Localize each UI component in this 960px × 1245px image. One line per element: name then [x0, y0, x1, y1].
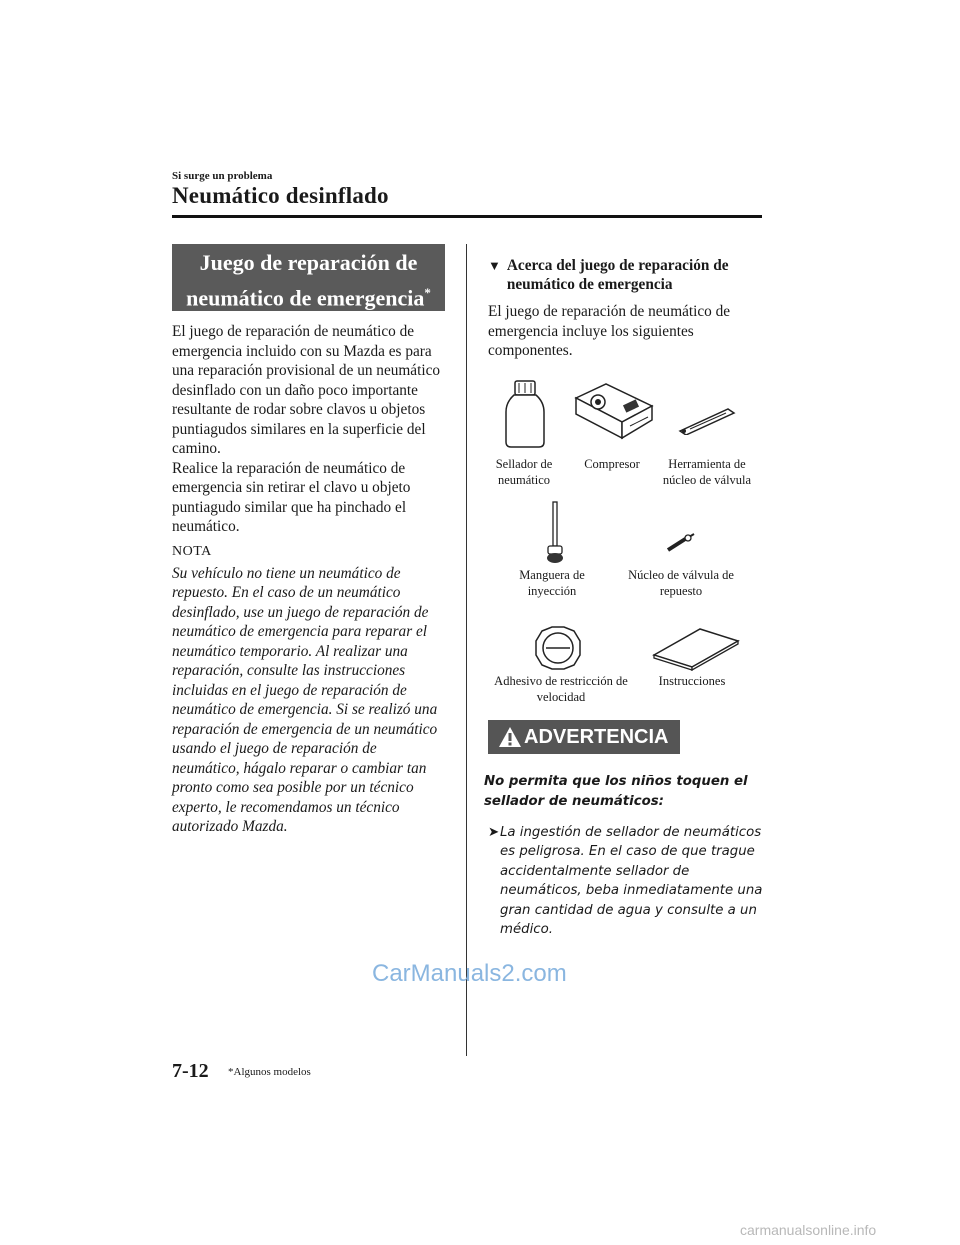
label-compressor: Compresor: [584, 457, 640, 471]
warning-bullet-text: La ingestión de sellador de neumáticos es peligrosa. En el caso de que trague accidentalmente sellador de neumáticos, beba inmediatamente una gran cantidad de agua y consulte a un médico.: [500, 825, 763, 938]
injection-hose-image: [540, 500, 570, 566]
label-instructions: Instrucciones: [658, 674, 726, 688]
column-divider: [466, 244, 467, 1056]
watermark: CarManuals2.com: [372, 960, 567, 987]
warning-triangle-icon: [498, 726, 522, 748]
note-label: NOTA: [172, 544, 212, 559]
warning-title: ADVERTENCIA: [524, 726, 669, 748]
asterisk-mark: *: [424, 285, 431, 300]
kit-intro: El juego de reparación de neumático de emergencia incluye los siguientes componentes.: [488, 303, 731, 359]
valve-tool-image: [676, 405, 742, 435]
page-number: 7-12: [172, 1060, 209, 1082]
arrow-bullet-icon: ➤: [488, 825, 500, 840]
sub-heading: [488, 256, 764, 294]
note-text: Su vehículo no tiene un neumático de repuesto. En el caso de un neumático desinflado, use un juego de reparación de neumático de emergencia para reparar el neumático temporario. Al realizar una reparación, consulte las instrucciones incluidas en el juego de reparación de neumático de emergencia. Si se realizó una reparación de emergencia de un neumático usando el juego de reparación de neumático, hágalo reparar o cambiar tan pronto como sea posible por un técnico experto, le recomendamos un técnico autorizado Mazda.: [172, 564, 438, 835]
warning-banner: [488, 720, 680, 754]
label-valve-core: Núcleo de válvula de repuesto: [628, 568, 734, 598]
title-rule: [172, 215, 762, 218]
warning-bullet: [488, 823, 768, 939]
intro-paragraphs: [172, 322, 445, 537]
site-mark: carmanualsonline.info: [740, 1222, 877, 1238]
note-block: [172, 542, 445, 837]
warning-bold-text: No permita que los niños toquen el sellador de neumáticos:: [484, 774, 748, 809]
valve-core-image: [664, 530, 698, 554]
footnote: *Algunos modelos: [228, 1066, 311, 1078]
compressor-image: [572, 380, 656, 444]
sub-heading-text: Acerca del juego de reparación de neumático de emergencia: [506, 257, 729, 293]
section-heading-line2: neumático de emergencia: [186, 285, 425, 311]
instructions-booklet-image: [650, 625, 742, 671]
label-hose: Manguera de inyección: [519, 568, 585, 598]
section-label: Si surge un problema: [172, 170, 273, 182]
label-sticker: Adhesivo de restricción de velocidad: [494, 674, 628, 704]
speed-sticker-image: [532, 625, 584, 671]
section-heading-line1: Juego de reparación de: [199, 250, 418, 275]
sealant-bottle-image: [500, 378, 550, 450]
label-sealant: Sellador de neumático: [495, 457, 553, 487]
triangle-marker-icon: ▼: [488, 258, 501, 273]
section-heading: [172, 244, 445, 311]
paragraph-1: El juego de reparación de neumático de emergencia incluido con su Mazda es para una reparación provisional de un neumático desinflado con un daño poco importante resultante de rodar sobre clavos u objetos puntiagudos similares en la superficie del camino.: [172, 323, 441, 457]
page-title: Neumático desinflado: [172, 183, 389, 208]
paragraph-2: Realice la reparación de neumático de emergencia sin retirar el clavo u objeto puntiagudo similar que ha pinchado el neumático.: [172, 459, 411, 535]
label-valve-tool: Herramienta de núcleo de válvula: [662, 457, 752, 487]
